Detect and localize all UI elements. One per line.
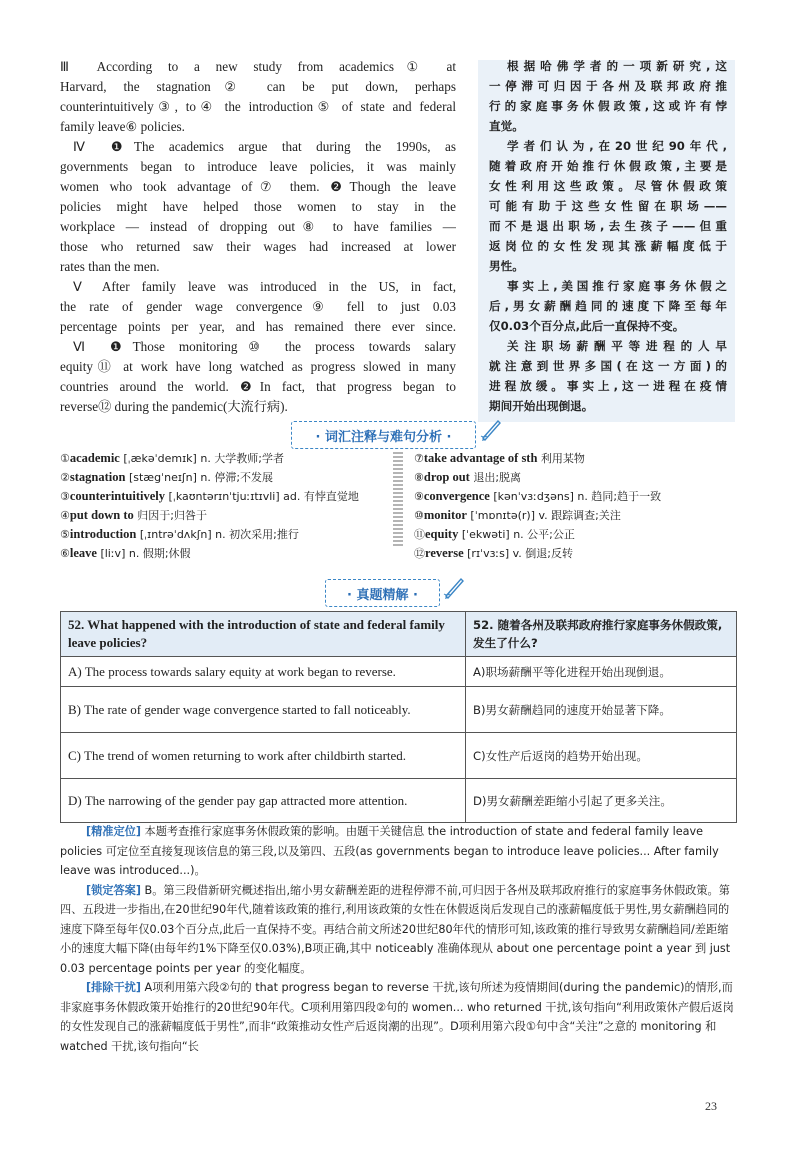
translation-line: 根据哈佛学者的一项新研究,这 — [507, 59, 727, 73]
pen-icon — [443, 576, 465, 600]
translation-line: 可能有助于这些女性留在职场—— — [489, 199, 727, 213]
translation-line: 期间开始出现倒退。 — [489, 399, 594, 413]
vocab-item — [60, 449, 359, 468]
passage-line: governments began to introduce leave policies, it was mainly — [60, 159, 456, 174]
vocab-item — [60, 468, 359, 487]
translation-line: 男性。 — [489, 259, 524, 273]
translation-line: 行的家庭事务休假政策,这或许有悖 — [489, 99, 727, 113]
vocab-item — [60, 544, 359, 563]
vocab-number: ⑪ — [414, 528, 425, 541]
translation-line: 学者们认为,在20世纪90年代, — [507, 139, 727, 153]
vocab-number: ⑩ — [414, 509, 424, 522]
analysis-locate — [60, 822, 737, 881]
vocab-number: ③ — [60, 490, 70, 503]
option-c-zh: C)女性产后返岗的趋势开始出现。 — [466, 733, 737, 779]
passage-line: equity⑪ at work have long watched as progress slowed in many — [60, 359, 456, 374]
vocab-number: ⑤ — [60, 528, 70, 541]
analysis-tag: [排除干扰] — [86, 981, 141, 994]
vocab-word: introduction — [69, 527, 137, 541]
vocab-number: ⑦ — [414, 452, 424, 465]
translation-line: 就注意到世界多国(在这一方面)的 — [489, 359, 727, 373]
vocab-word: convergence — [423, 489, 490, 503]
option-row — [61, 779, 737, 823]
vocab-word: put down to — [69, 508, 134, 522]
vocab-item — [414, 468, 661, 487]
translation-line: 一停滞可归因于各州及联邦政府推 — [489, 79, 727, 93]
translation-line: 随着政府开始推行休假政策,主要是 — [489, 159, 727, 173]
passage-line: women who took advantage of⑦ them. ❷Though the leave — [60, 179, 456, 194]
vocab-definition: [ˌkaʊntərɪnˈtjuːɪtɪvli] ad. 有悖直觉地 — [165, 490, 359, 503]
page-number: 23 — [705, 1099, 717, 1113]
analysis-text: B。第三段借新研究概述指出,缩小男女薪酬差距的进程停滞不前,可归因于各州及联邦政府推行的家庭事务休假政策。第四、五段进一步指出,在20世纪90年代,随着该政策的推行,利用该政策的女性在休假返岗后发现自己的涨薪幅度低于男性,男女薪酬趋同的速度下降至每年仅0.03个百分点,此后一直保持不变。再结合前文所述20世纪80年代的情形可知,该政策的推行导致男女薪酬趋同/差距缩小的速度大幅下降(由每年约1%下降至仅0.03%),B项正确,其中 noticeably 准确体现从 about one percentage point a year 到 just 0.03 percentage points per year 的变化幅度。 — [60, 883, 731, 975]
passage-line: Ⅵ ❶Those monitoring⑩ the process towards salary — [73, 339, 456, 354]
vocab-word: leave — [69, 546, 97, 560]
option-b-en: B) The rate of gender wage convergence started to fall noticeably. — [61, 687, 466, 733]
translation-line: 进程放缓。事实上,这一进程在疫情 — [489, 379, 727, 393]
passage-line: Ⅳ ❶The academics argue that during the 1990s, as — [73, 139, 456, 154]
option-d-zh: D)男女薪酬差距缩小引起了更多关注。 — [466, 779, 737, 823]
vocab-divider — [393, 452, 403, 548]
translation-line: 关注职场薪酬平等进程的人早 — [507, 339, 727, 353]
option-d-en: D) The narrowing of the gender pay gap attracted more attention. — [61, 779, 466, 823]
vocab-item — [414, 525, 661, 544]
option-a-zh: A)职场薪酬平等化进程开始出现倒退。 — [466, 657, 737, 687]
analysis-text: A项利用第六段②句的 that progress began to reverse 干扰,该句所述为疫情期间(during the pandemic)的情形,而非家庭事务休假政策开始推行的20世纪90年代。C项利用第四段②句的 women... who returned 干扰,该句指向“利用政策休产假后返岗的女性发现自己的涨薪幅度低于男性”,而非“政策推动女性产后返岗潮的出现”。D项利用第六段①句中含“关注”之意的 monitoring 和 watched 干扰,该句指向“长 — [60, 981, 734, 1053]
analysis-exclude — [60, 978, 737, 1056]
translation-line: 而不是退出职场,去生孩子——但重 — [489, 219, 727, 233]
vocab-number: ⑨ — [414, 490, 424, 503]
vocab-definition: [ˌɪntrəˈdʌkʃn] n. 初次采用;推行 — [136, 528, 299, 541]
vocab-section-title — [291, 421, 476, 449]
vocab-word: reverse — [425, 546, 464, 560]
vocab-number: ② — [60, 471, 70, 484]
vocab-number: ① — [60, 452, 70, 465]
vocab-number: ④ — [60, 509, 70, 522]
analysis-tag: [精准定位] — [86, 825, 141, 838]
passage-line: rates than the men. — [60, 259, 160, 274]
passage-line: percentage points per year, and has remained there ever since. — [60, 319, 456, 334]
vocab-definition: 归因于;归咎于 — [133, 509, 207, 522]
pen-icon — [480, 418, 502, 442]
passage-line: countries around the world. ❷In fact, that progress began to — [60, 379, 456, 394]
vocab-word: drop out — [423, 470, 470, 484]
vocab-word: counterintuitively — [69, 489, 166, 503]
vocab-definition: [ˈekwəti] n. 公平;公正 — [458, 528, 575, 541]
vocab-item — [414, 487, 661, 506]
option-a-en: A) The process towards salary equity at work began to reverse. — [61, 657, 466, 687]
translation-line: 事实上,美国推行家庭事务休假之 — [507, 279, 727, 293]
vocab-list-left — [60, 449, 359, 563]
vocab-definition: [ˌækəˈdemɪk] n. 大学教师;学者 — [119, 452, 285, 465]
option-row — [61, 657, 737, 687]
analysis-text: 本题考查推行家庭事务休假政策的影响。由题干关键信息 the introduction of state and federal family leave policies 可定位至直接复现该信息的第三段,以及第四、五段(as governments began to introduce leave policies... After family leave was introduced...)。 — [60, 825, 719, 877]
vocab-item — [414, 449, 661, 468]
vocab-word: academic — [69, 451, 120, 465]
vocab-item — [60, 487, 359, 506]
vocab-item — [414, 506, 661, 525]
vocab-item — [414, 544, 661, 563]
passage-line: Ⅴ After family leave was introduced in the US, in fact, — [73, 279, 456, 294]
vocab-definition: [rɪˈvɜːs] v. 倒退;反转 — [463, 547, 574, 560]
vocab-definition: [kənˈvɜːdʒəns] n. 趋同;趋于一致 — [489, 490, 662, 503]
vocab-word: take advantage of sth — [423, 451, 538, 465]
vocab-definition: [ˈmɒnɪtə(r)] v. 跟踪调查;关注 — [466, 509, 621, 522]
passage-line: those who returned saw their wages had increased at lower — [60, 239, 456, 254]
question-en: 52. What happened with the introduction of state and federal family leave policies? — [61, 612, 466, 657]
vocab-number: ⑫ — [414, 547, 425, 560]
passage-line: the rate of gender wage convergence⑨ fell to just 0.03 — [60, 299, 456, 314]
exam-section-title — [325, 579, 440, 607]
passage-line: reverse⑫ during the pandemic(大流行病). — [60, 399, 288, 414]
question-table — [60, 611, 737, 823]
analysis-answer — [60, 881, 737, 979]
vocab-number: ⑥ — [60, 547, 70, 560]
analysis-tag: [锁定答案] — [86, 883, 141, 897]
exam-title-text: · 真题精解 · — [347, 587, 418, 603]
translation-line: 返岗位的女性发现其涨薪幅度低于 — [489, 239, 727, 253]
passage-line: family leave⑥ policies. — [60, 119, 185, 134]
vocab-word: equity — [425, 527, 459, 541]
vocab-definition: [liːv] n. 假期;休假 — [96, 547, 191, 560]
vocab-definition: [stægˈneɪʃn] n. 停滞;不发展 — [125, 471, 274, 484]
vocab-item — [60, 506, 359, 525]
analysis-section — [60, 822, 737, 1056]
option-row — [61, 733, 737, 779]
vocab-item — [60, 525, 359, 544]
passage-line: Ⅲ According to a new study from academics① at — [60, 59, 456, 74]
vocab-word: stagnation — [69, 470, 126, 484]
vocab-word: monitor — [423, 508, 467, 522]
question-zh: 52. 随着各州及联邦政府推行家庭事务休假政策,发生了什么? — [466, 612, 737, 657]
translation-line: 女性利用这些政策。尽管休假政策 — [489, 179, 727, 193]
translation-line: 直觉。 — [489, 119, 524, 133]
vocab-definition: 利用某物 — [537, 452, 585, 465]
option-c-en: C) The trend of women returning to work after childbirth started. — [61, 733, 466, 779]
vocab-title-text: · 词汇注释与难句分析 · — [315, 429, 452, 445]
option-b-zh: B)男女薪酬趋同的速度开始显著下降。 — [466, 687, 737, 733]
translation-line: 仅0.03个百分点,此后一直保持不变。 — [489, 319, 685, 333]
passage-line: policies might have helped those women to stay in the — [60, 199, 456, 214]
question-row — [61, 612, 737, 657]
passage-line: counterintuitively③, to④ the introduction⑤ of state and federal — [60, 99, 456, 114]
vocab-list-right — [414, 449, 661, 563]
vocab-number: ⑧ — [414, 471, 424, 484]
vocab-definition: 退出;脱离 — [469, 471, 522, 484]
passage-line: workplace — instead of dropping out⑧ to have families — — [60, 219, 456, 234]
option-row — [61, 687, 737, 733]
translation-line: 后,男女薪酬趋同的速度下降至每年 — [489, 299, 727, 313]
passage-line: Harvard, the stagnation② can be put down, perhaps — [60, 79, 456, 94]
